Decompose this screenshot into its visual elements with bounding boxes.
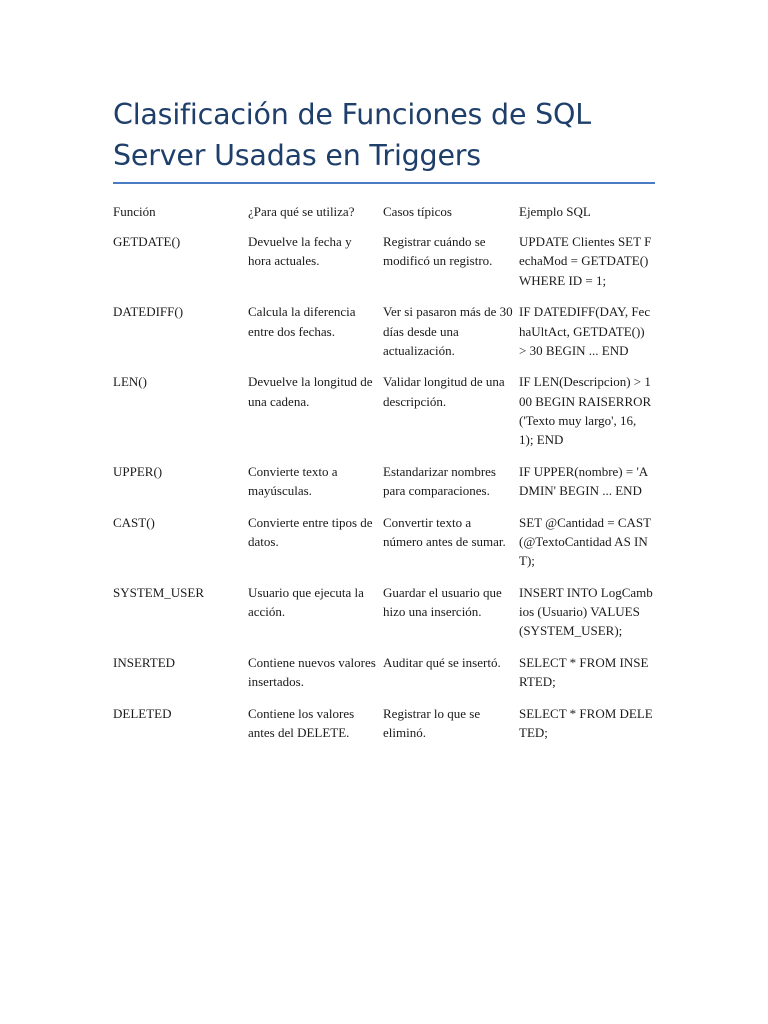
cell-function: GETDATE() [113, 234, 181, 250]
cell-sql-example: IF UPPER(nombre) = 'ADMIN' BEGIN ... END [519, 463, 649, 498]
table-row [113, 462, 655, 513]
cell-function: LEN() [113, 374, 147, 390]
cell-function: DELETED [113, 705, 172, 721]
cell-purpose: Usuario que ejecuta la acción. [248, 584, 364, 619]
cell-function: SYSTEM_USER [113, 584, 205, 600]
cell-use-case: Validar longitud de una descripción. [383, 374, 505, 409]
cell-sql-example: INSERT INTO LogCambios (Usuario) VALUES (SYSTEM_USER); [519, 584, 653, 639]
title-line-1: Clasificación de Funciones de SQL [113, 98, 591, 131]
table-row [113, 513, 655, 583]
cell-use-case: Registrar lo que se eliminó. [383, 705, 481, 740]
cell-sql-example: IF DATEDIFF(DAY, FechaUltAct, GETDATE()) > 30 BEGIN ... END [519, 304, 651, 358]
document-page [113, 0, 655, 755]
cell-use-case: Guardar el usuario que hizo una inserción. [383, 584, 502, 619]
header-sql-example: Ejemplo SQL [519, 204, 591, 219]
header-function: Función [113, 204, 156, 219]
table-row [113, 583, 655, 653]
cell-use-case: Ver si pasaron más de 30 días desde una actualización. [383, 304, 513, 358]
table-row [113, 653, 655, 704]
cell-purpose: Convierte texto a mayúsculas. [248, 463, 338, 498]
table-header-row [113, 202, 655, 232]
cell-purpose: Convierte entre tipos de datos. [248, 514, 373, 549]
cell-function: UPPER() [113, 463, 163, 479]
cell-use-case: Registrar cuándo se modificó un registro. [383, 234, 493, 269]
table-row [113, 302, 655, 372]
cell-sql-example: SELECT * FROM INSERTED; [519, 654, 649, 690]
document-title [113, 0, 655, 176]
cell-purpose: Contiene los valores antes del DELETE. [248, 705, 355, 740]
table-row [113, 372, 655, 461]
cell-use-case: Convertir texto a número antes de sumar. [383, 514, 506, 549]
title-underline [113, 182, 655, 184]
title-line-2: Server Usadas en Triggers [113, 139, 481, 172]
cell-purpose: Devuelve la fecha y hora actuales. [248, 234, 352, 269]
cell-use-case: Auditar qué se insertó. [383, 654, 501, 670]
cell-function: INSERTED [113, 654, 176, 670]
cell-function: DATEDIFF() [113, 304, 184, 320]
cell-function: CAST() [113, 514, 155, 530]
header-use-cases: Casos típicos [383, 204, 452, 219]
cell-sql-example: SELECT * FROM DELETED; [519, 705, 653, 740]
table-row [113, 232, 655, 302]
cell-purpose: Contiene nuevos valores insertados. [248, 654, 376, 690]
cell-sql-example: SET @Cantidad = CAST(@TextoCantidad AS INT); [519, 514, 652, 569]
cell-use-case: Estandarizar nombres para comparaciones. [383, 463, 496, 498]
cell-sql-example: IF LEN(Descripcion) > 100 BEGIN RAISERROR('Texto muy largo', 16, 1); END [519, 374, 652, 448]
functions-table [113, 202, 655, 755]
cell-purpose: Calcula la diferencia entre dos fechas. [248, 304, 356, 339]
table-row [113, 704, 655, 755]
header-purpose: ¿Para qué se utiliza? [248, 204, 355, 219]
cell-sql-example: UPDATE Clientes SET FechaMod = GETDATE() WHERE ID = 1; [519, 234, 652, 288]
cell-purpose: Devuelve la longitud de una cadena. [248, 374, 373, 409]
